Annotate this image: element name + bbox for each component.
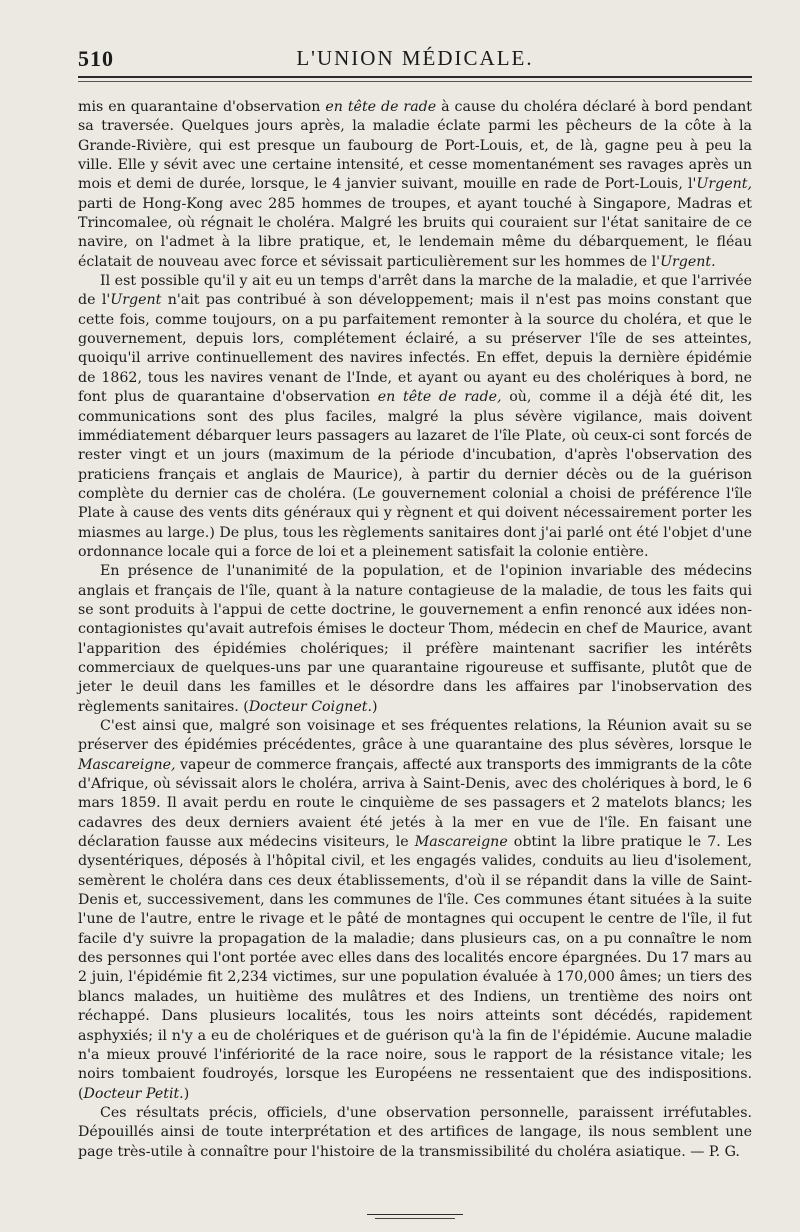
italic-run: en tête de rade xyxy=(325,99,437,115)
text-run: En présence de l'unanimité de la population, et de l'opinion invariable des médecins anglais et français de l'île, quant à la nature contagieuse de la maladie, de tous les faits qui se sont produits à l'appui de cette doctrine, le gouvernement a enfin renoncé aux idées non-contagionistes qu'avait autrefois émises le docteur Thom, médecin en chef de Maurice, avant l'apparition des épidémies cholériques; il préfère maintenant sacrifier les intérêts commerciaux de quelques-uns par une quarantaine rigoureuse et suffisante, plutôt que de jeter le deuil dans les familles et le désordre dans les affaires par l'inobservation des règlements sanitaires. ( xyxy=(78,563,752,715)
text-run: à cause du choléra déclaré à bord pendant sa traversée. Quelques jours après, la maladie éclate parmi les pêcheurs de la côte à la Grande-Rivière, qui est presque un faubourg de Port-Louis, et, de là, gagne peu à peu la ville. Elle y sévit avec une certaine intensité, et cesse momentanément ses ravages après un mois et demi de durée, lorsque, le 4 janvier suivant, mouille en rade de Port-Louis, l' xyxy=(78,99,752,193)
text-run: vapeur de commerce français, affecté aux transports des immigrants de la côte d'Afrique, où sévissait alors le choléra, arriva à Saint-Denis, avec des cholériques à bord, le 6 mars 1859. Il avait perdu en route le cinquième de ses passagers et 2 matelots blancs; les cadavres des deux derniers avaient été jetés à la mer en vue de l'île. En faisant une déclaration fausse aux médecins visiteurs, le xyxy=(78,756,752,851)
article-body xyxy=(78,98,752,1162)
text-run: Il est possible qu'il y ait eu un temps d'arrêt dans la marche de la maladie, et que l'arrivée de l' xyxy=(78,273,752,309)
text-run: où, comme il a déjà été dit, les communications sont des plus faciles, malgré la plus sévère vigilance, mais doivent immédiatement débarquer leurs passagers au lazaret de l'île Plate, où ceux-ci sont forcés de rester vingt et un jours (maximum de la période d'incubation, d'après l'observation des praticiens français et anglais de Maurice), à partir du dernier décès ou de la guérison complète du dernier cas de choléra. (Le gouvernement colonial a choisi de préférence l'île Plate à cause des vents dits généraux qui y règnent et qui doivent nécessairement porter les miasmes au large.) De plus, tous les règlements sanitaires dont j'ai parlé ont été l'objet d'une ordonnance locale qui a force de loi et a pleinement satisfait la colonie entière. xyxy=(78,389,753,560)
text-run: C'est ainsi que, malgré son voisinage et ses fréquentes relations, la Réunion avait su se préserver des épidémies précédentes, grâce à une quarantaine des plus sévères, lorsque le xyxy=(78,718,752,754)
text-run: parti de Hong-Kong avec 285 hommes de troupes, et ayant touché à Singapore, Madras et Trincomalee, où régnait le choléra. Malgré les bruits qui couraient sur l'état sanitaire de ce navire, on l'admet à la libre pratique, et, le lendemain même du débarquement, le fléau éclatait de nouveau avec force et sévissait particulièrement sur les hommes de l' xyxy=(78,195,752,270)
text-run: ) xyxy=(183,1085,190,1102)
paragraph-4 xyxy=(78,717,752,1104)
italic-run: Mascareigne, xyxy=(78,756,176,773)
running-head xyxy=(78,40,752,70)
journal-title: L'UNION MÉDICALE. xyxy=(296,46,534,70)
text-run: obtint la libre pratique le 7. Les dysentériques, déposés à l'hôpital civil, et les engagés valides, conduits au lieu d'isolement, semèrent le choléra dans ces deux établissements, d'où il se répandit dans la ville de Saint-Denis et, successivement, dans les communes de l'île. Ces communes étant situées à la suite l'une de l'autre, entre le rivage et le pâté de montagnes qui occupent le centre de l'île, il fut facile d'y suivre la propagation de la maladie; dans plusieurs cas, on a pu connaître le nom des personnes qui l'ont portée avec elles dans des localités encore épargnées. Du 17 mars au 2 juin, l'épidémie fit 2,234 victimes, sur une population évaluée à 170,000 âmes; un tiers des blancs malades, un huitième des mulâtres et des Indiens, un trentième des noirs ont réchappé. Dans plusieurs localités, tous les noirs atteints sont décédés, rapidement asphyxiés; il n'y a eu de cholériques et de guérison qu'à la fin de l'épidémie. Aucune maladie n'a mieux prouvé l'infériorité de la race noire, sous le rapport de la résistance vitale; les noirs tombaient foudroyés, lorsque les Européens ne ressentaient que des indispositions. ( xyxy=(78,834,752,1102)
header-rule-thin xyxy=(78,81,752,82)
paragraph-3 xyxy=(78,562,752,717)
end-rule-thin xyxy=(375,1218,455,1219)
italic-run: Urgent, xyxy=(696,176,752,193)
paragraph-1 xyxy=(78,98,752,272)
paragraph-5 xyxy=(78,1104,752,1162)
italic-run: Docteur Coignet. xyxy=(248,698,372,715)
text-run: ) xyxy=(371,698,378,715)
text-run: mis en quarantaine d'observation xyxy=(78,99,326,115)
text-run: n'ait pas contribué à son développement; mais il n'est pas moins constant que cette fois, comme toujours, on a pu parfaitement remonter à la source du choléra, et que le gouvernement, depuis lors, complétement éclairé, a su préserver l'île de ses atteintes, quoiqu'il arrive continuellement des navires infectés. En effet, depuis la dernière épidémie de 1862, tous les navires venant de l'Inde, et ayant ou ayant eu des cholériques à bord, ne font plus de quarantaine d'observation xyxy=(78,292,752,406)
italic-run: en tête de rade, xyxy=(377,389,502,406)
italic-run: Urgent xyxy=(110,292,162,309)
end-rule xyxy=(367,1214,463,1215)
italic-run: Mascareigne xyxy=(414,834,508,851)
italic-run: Urgent. xyxy=(660,253,716,270)
paragraph-2 xyxy=(78,272,752,562)
italic-run: Docteur Petit. xyxy=(83,1085,184,1102)
text-run: Ces résultats précis, officiels, d'une observation personnelle, paraissent irréfutables. Dépouillés ainsi de toute interprétation et des artifices de langage, ils nous semblent une page très-utile à connaître pour l'histoire de la transmissibilité du choléra asiatique. — P. G. xyxy=(78,1104,752,1160)
header-rule xyxy=(78,76,752,78)
page-number: 510 xyxy=(78,46,114,71)
